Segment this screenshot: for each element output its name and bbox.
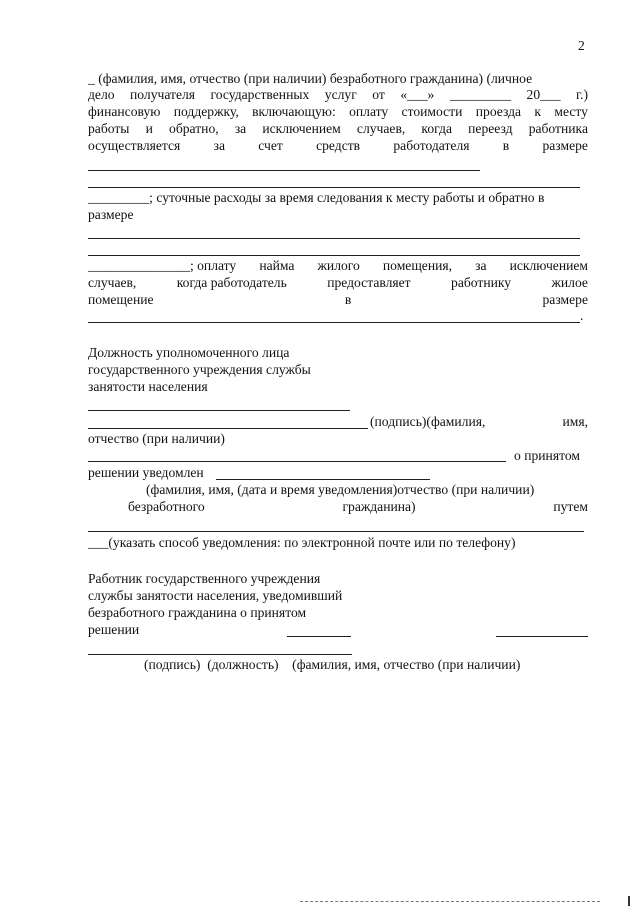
word: счет: [258, 138, 283, 153]
word: когда: [421, 121, 452, 136]
para3-line3: [88, 292, 588, 308]
signature-caption: [370, 414, 588, 430]
para2-line2: размере: [88, 207, 134, 222]
word: государственных: [210, 87, 310, 102]
word: исключением: [262, 121, 341, 136]
word: проезда: [475, 104, 522, 119]
word: финансовую: [88, 104, 161, 119]
word: за: [234, 121, 247, 136]
lead-segment: [88, 258, 236, 274]
word: г.): [576, 87, 588, 102]
period-mark: .: [580, 308, 584, 323]
word: обратно,: [169, 121, 219, 136]
worker-title-line3: безработного гражданина о принятом: [88, 605, 307, 620]
word: стоимости: [401, 104, 463, 119]
word: (подпись)(фамилия,: [370, 414, 486, 429]
fill-line: [88, 238, 580, 239]
fill-line: [88, 170, 480, 171]
word: получателя: [130, 87, 196, 102]
fill-line: [88, 187, 580, 188]
word: исключением: [509, 258, 588, 273]
notification-method: ___(указать способ уведомления: по электронной почте или по телефону): [88, 535, 516, 550]
word: предоставляет: [327, 275, 411, 290]
word: от: [372, 87, 385, 102]
word: за: [475, 258, 487, 273]
word: дело: [88, 87, 115, 102]
word: и: [145, 121, 153, 136]
para2-line1: [88, 190, 544, 206]
word: включающую:: [252, 104, 336, 119]
word: работы: [88, 121, 130, 136]
notification-caption-line2: [128, 499, 588, 515]
scan-edge-mark: [628, 896, 634, 906]
word: гражданина): [342, 499, 416, 514]
para1-line1-text: (фамилия, имя, отчество (при наличии) безработного гражданина) (личное: [98, 71, 533, 86]
name-line: [496, 636, 588, 637]
word: работнику: [451, 275, 512, 290]
word: помещения,: [382, 258, 453, 273]
para2-text: ; суточные расходы за время следования к месту работы и обратно в: [149, 190, 545, 205]
word: в: [502, 138, 510, 153]
word: осуществляется: [88, 138, 181, 153]
amount-blank: _______________: [88, 258, 190, 273]
word: в: [344, 292, 352, 307]
para1-line1: [88, 71, 532, 87]
word: когда работодатель: [176, 275, 287, 290]
fill-line: [88, 322, 580, 323]
word: переезд: [468, 121, 513, 136]
fill-line: [88, 255, 580, 256]
word: путем: [553, 499, 588, 514]
worker-title-line4: решении: [88, 622, 140, 637]
informed-tail: о принятом: [514, 448, 580, 463]
para1-line2: [88, 87, 588, 103]
word: размере: [542, 292, 588, 307]
year-blank: 20___: [526, 87, 561, 102]
para3-line1: [88, 258, 588, 274]
worker-title-line2: службы занятости населения, уведомивший: [88, 588, 343, 603]
official-title-line3: занятости населения: [88, 379, 208, 394]
word: работодателя: [393, 138, 470, 153]
word: оплату: [349, 104, 389, 119]
signature-line: [88, 654, 352, 655]
word: безработного: [128, 499, 205, 514]
signature-caption-cont: отчество (при наличии): [88, 431, 225, 446]
notification-caption: (фамилия, имя, (дата и время уведомления)отчество (при наличии): [146, 482, 535, 497]
word: размере: [542, 138, 588, 153]
signature-line: [88, 428, 368, 429]
word: ; оплату: [189, 258, 237, 273]
word: помещение: [88, 292, 154, 307]
day-blank: «___»: [400, 87, 435, 102]
scan-edge-line: [300, 901, 600, 902]
word: за: [213, 138, 225, 153]
fill-line: [88, 410, 350, 411]
official-title-line1: Должность уполномоченного лица: [88, 345, 290, 360]
decision-informed: решении уведомлен: [88, 465, 204, 480]
word: жилого: [317, 258, 360, 273]
fill-line: [88, 531, 584, 532]
fill-line: [216, 479, 430, 480]
para1-line4: [88, 121, 588, 137]
word: месту: [554, 104, 588, 119]
word: работника: [528, 121, 588, 136]
blank-underscore: _: [88, 71, 95, 86]
fill-line: [88, 461, 506, 462]
word: случаев,: [88, 275, 137, 290]
worker-caption: (подпись) (должность) (фамилия, имя, отчество (при наличии): [144, 657, 521, 672]
word: к: [534, 104, 542, 119]
amount-blank: _________: [88, 190, 150, 205]
word: средств: [316, 138, 361, 153]
para1-line3: [88, 104, 588, 120]
word: услуг: [324, 87, 357, 102]
word: поддержку,: [173, 104, 239, 119]
word: жилое: [551, 275, 588, 290]
page-number: 2: [578, 38, 585, 53]
para3-line2: [88, 275, 588, 291]
month-blank: _________: [449, 87, 512, 102]
position-line: [287, 636, 351, 637]
word: имя,: [562, 414, 588, 429]
worker-title-line1: Работник государственного учреждения: [88, 571, 321, 586]
word: случаев,: [356, 121, 406, 136]
word: найма: [259, 258, 295, 273]
para1-line5: [88, 138, 588, 154]
official-title-line2: государственного учреждения службы: [88, 362, 311, 377]
